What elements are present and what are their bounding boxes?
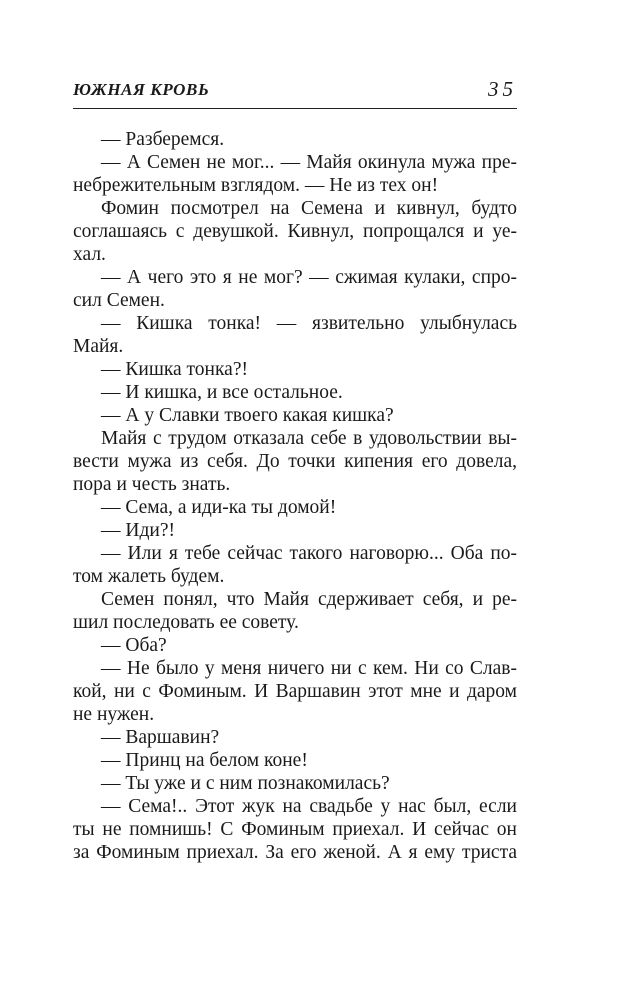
- text-line: Семен понял, что Майя сдерживает себя, и ре-: [101, 589, 517, 610]
- text-line: — А Семен не мог... — Майя окинула мужа пре-: [101, 152, 517, 173]
- text-line: — Или я тебе сейчас такого наговорю... Оба по-: [101, 543, 517, 564]
- text-line: сил Семен.: [73, 290, 165, 311]
- text-line: — Разберемся.: [101, 129, 225, 150]
- text-line: — Оба?: [101, 635, 167, 656]
- text-line: — Кишка тонка! — язвительно улыбнулась: [101, 313, 517, 334]
- text-line: кой, ни с Фоминым. И Варшавин этот мне и даром: [73, 681, 517, 702]
- text-line: — Варшавин?: [101, 727, 220, 748]
- text-line: Майя.: [73, 336, 124, 357]
- page-number: 35: [488, 77, 517, 101]
- text-line: том жалеть будем.: [73, 566, 225, 587]
- text-line: — Ты уже и с ним познакомилась?: [101, 773, 390, 794]
- text-line: — Не было у меня ничего ни с кем. Ни со Слав-: [101, 658, 517, 679]
- text-body: [73, 128, 517, 864]
- header-rule: [73, 108, 517, 109]
- text-line: пора и честь знать.: [73, 474, 231, 495]
- text-line: — Кишка тонка?!: [101, 359, 248, 380]
- text-line: — А у Славки твоего какая кишка?: [101, 405, 394, 426]
- text-line: ты не помнишь! С Фоминым приехал. И сейчас он: [73, 819, 517, 840]
- text-line: вести мужа из себя. До точки кипения его довела,: [73, 451, 517, 472]
- text-line: — Сема!.. Этот жук на свадьбе у нас был, если: [101, 796, 517, 817]
- text-line: — Иди?!: [101, 520, 175, 541]
- page-header: [73, 77, 517, 106]
- text-line: хал.: [73, 244, 106, 265]
- text-line: небрежительным взглядом. — Не из тех он!: [73, 175, 439, 196]
- text-line: шил последовать ее совету.: [73, 612, 299, 633]
- text-line: за Фоминым приехал. За его женой. А я ему триста: [73, 842, 517, 863]
- running-title: ЮЖНАЯ КРОВЬ: [73, 80, 210, 99]
- text-line: — А чего это я не мог? — сжимая кулаки, спро-: [101, 267, 517, 288]
- text-line: — Принц на белом коне!: [101, 750, 308, 771]
- text-line: — Сема, а иди-ка ты домой!: [101, 497, 337, 518]
- text-line: — И кишка, и все остальное.: [101, 382, 343, 403]
- text-line: соглашаясь с девушкой. Кивнул, попрощался и уе-: [73, 221, 517, 242]
- text-line: Фомин посмотрел на Семена и кивнул, будто: [101, 198, 517, 219]
- text-line: не нужен.: [73, 704, 155, 725]
- text-line: Майя с трудом отказала себе в удовольствии вы-: [101, 428, 517, 449]
